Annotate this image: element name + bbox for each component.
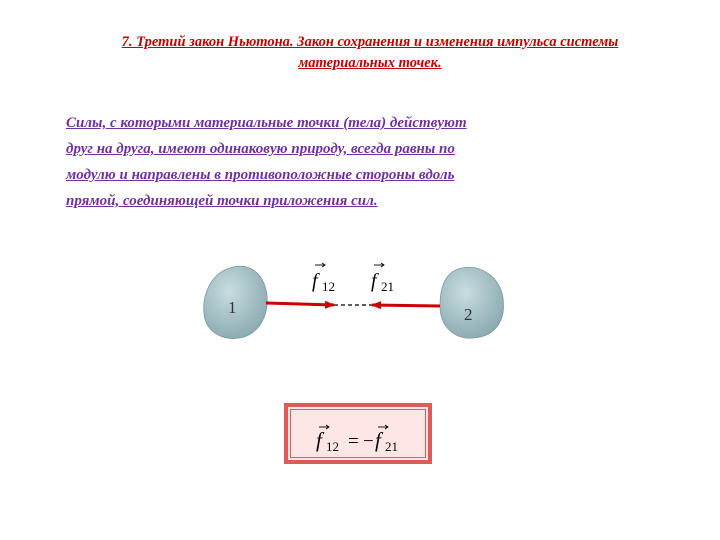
formula [288, 407, 428, 460]
formula-box [284, 403, 432, 464]
slide-title-line-1: 7. Третий закон Ньютона. Закон сохранения и изменения импульса системы [121, 34, 619, 50]
law-statement-line: прямой, соединяющей точки приложения сил. [66, 193, 378, 209]
formula-equals: = [348, 431, 359, 452]
formula-lhs-subscript: 12 [326, 439, 339, 454]
slide-title-line-2: материальных точек. [298, 55, 442, 71]
body-2-label: 2 [464, 305, 473, 324]
force-12-subscript: 12 [322, 279, 335, 294]
force-21-arrow [372, 305, 440, 306]
force-12-label [312, 263, 335, 294]
law-statement-line: модулю и направлены в противоположные стороны вдоль [66, 167, 455, 183]
body-2 [440, 267, 504, 338]
body-2-shape [440, 267, 504, 338]
vector-arrow-icon [326, 425, 329, 429]
force-21-subscript: 21 [381, 279, 394, 294]
force-21-symbol: f [371, 270, 377, 292]
formula-lhs-symbol: f [316, 428, 322, 452]
force-21-label [371, 263, 394, 294]
formula-minus: − [363, 431, 374, 452]
law-statement-line: друг на друга, имеют одинаковую природу, всегда равны по [66, 141, 455, 157]
force-12-arrow [266, 303, 334, 305]
body-1 [204, 266, 267, 338]
vector-arrow-icon [385, 425, 388, 429]
formula-rhs-symbol: f [375, 428, 381, 452]
force-12-symbol: f [312, 270, 318, 292]
law-statement-line: Силы, с которыми материальные точки (тела) действуют [66, 115, 467, 131]
formula-rhs-subscript: 21 [385, 439, 398, 454]
body-1-label: 1 [228, 298, 237, 317]
